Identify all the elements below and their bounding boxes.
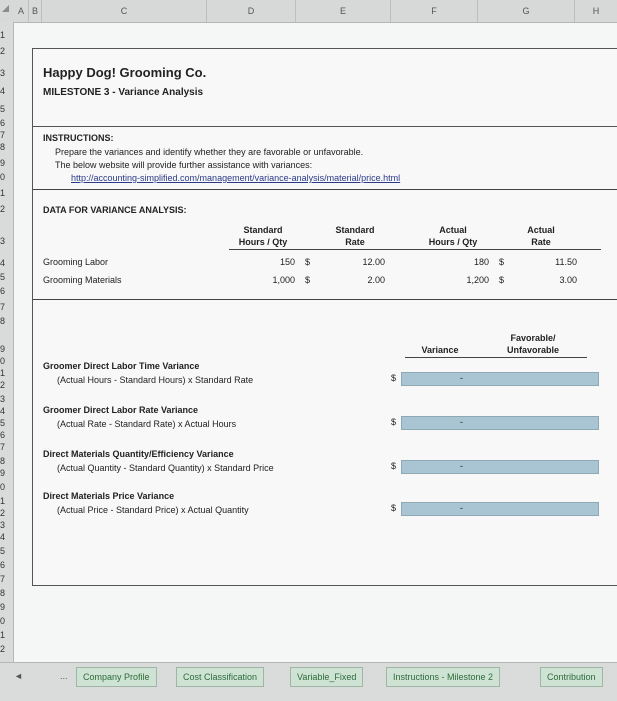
row-header[interactable]: 1: [0, 188, 6, 198]
company-title: Happy Dog! Grooming Co.: [43, 65, 207, 80]
tab-cost-classification[interactable]: Cost Classification: [176, 667, 264, 687]
analysis-box: [32, 126, 617, 586]
materials-act-rate[interactable]: 3.00: [559, 275, 577, 285]
labor-act-rate[interactable]: 11.50: [555, 257, 577, 267]
worksheet[interactable]: [14, 23, 617, 663]
row-header[interactable]: 7: [0, 130, 6, 140]
row-header[interactable]: 2: [0, 508, 6, 518]
row-header[interactable]: 7: [0, 302, 6, 312]
materials-price-variance-field[interactable]: [401, 502, 599, 516]
labor-time-variance-title: Groomer Direct Labor Time Variance: [43, 361, 200, 371]
std-rate-header-line1: Standard: [335, 225, 375, 235]
row-header[interactable]: 4: [0, 406, 6, 416]
column-header-g[interactable]: G: [478, 0, 575, 22]
std-qty-header-line2: Hours / Qty: [238, 237, 288, 247]
divider: [33, 299, 617, 300]
row-header[interactable]: 3: [0, 68, 6, 78]
labor-time-variance-formula: (Actual Hours - Standard Hours) x Standard Rate: [57, 375, 254, 385]
row-header[interactable]: 5: [0, 418, 6, 428]
act-qty-header-line2: Hours / Qty: [428, 237, 478, 247]
materials-quantity-variance-currency: $: [391, 461, 397, 471]
row-header[interactable]: 1: [0, 368, 6, 378]
row-header[interactable]: 6: [0, 430, 6, 440]
column-header-c[interactable]: C: [42, 0, 207, 22]
variance-header-underline: [405, 357, 587, 358]
row-header[interactable]: 8: [0, 142, 6, 152]
row-header[interactable]: 2: [0, 644, 6, 654]
materials-price-variance-currency: $: [391, 503, 397, 513]
row-header[interactable]: 7: [0, 442, 6, 452]
labor-rate-variance-title: Groomer Direct Labor Rate Variance: [43, 405, 199, 415]
variance-help-link[interactable]: http://accounting-simplified.com/management/variance-analysis/material/price.html: [71, 173, 401, 183]
variance-header: Variance: [421, 345, 459, 355]
data-heading: DATA FOR VARIANCE ANALYSIS:: [43, 205, 187, 215]
tab-company-profile[interactable]: Company Profile: [76, 667, 157, 687]
row-header[interactable]: 0: [0, 172, 6, 182]
column-header-a[interactable]: A: [14, 0, 29, 22]
row-header[interactable]: 4: [0, 258, 6, 268]
favorable-header-line2: Unfavorable: [506, 345, 559, 355]
labor-rate-variance-field[interactable]: [401, 416, 599, 430]
labor-time-variance-currency: $: [391, 373, 397, 383]
row-header-bar: [0, 22, 14, 662]
row-header[interactable]: 9: [0, 602, 6, 612]
favorable-header-line1: Favorable/: [510, 333, 556, 343]
more-tabs-button[interactable]: ...: [60, 671, 68, 681]
column-header-f[interactable]: F: [391, 0, 478, 22]
materials-act-qty[interactable]: 1,200: [466, 275, 489, 285]
row-header[interactable]: 9: [0, 158, 6, 168]
divider: [33, 189, 617, 190]
column-header-e[interactable]: E: [296, 0, 391, 22]
tab-variable-fixed[interactable]: Variable_Fixed: [290, 667, 363, 687]
labor-time-variance-field[interactable]: [401, 372, 599, 386]
tab-contribution[interactable]: Contribution: [540, 667, 603, 687]
title-box: [32, 48, 617, 128]
labor-time-variance-value: -: [460, 373, 463, 383]
row-header[interactable]: 1: [0, 496, 6, 506]
materials-std-qty-currency: $: [305, 275, 311, 285]
row-header[interactable]: 5: [0, 104, 6, 114]
std-rate-header-line2: Rate: [345, 237, 365, 247]
instructions-heading: INSTRUCTIONS:: [43, 133, 114, 143]
instructions-line-1: Prepare the variances and identify whether they are favorable or unfavorable.: [55, 147, 364, 157]
row-header[interactable]: 2: [0, 46, 6, 56]
materials-std-rate[interactable]: 2.00: [367, 275, 385, 285]
row-header[interactable]: 5: [0, 272, 6, 282]
row-header[interactable]: 1: [0, 30, 6, 40]
labor-rate-variance-value: -: [460, 417, 463, 427]
table-header-underline: [229, 249, 601, 250]
sheet-tab-bar: [0, 662, 617, 701]
row-header[interactable]: 5: [0, 546, 6, 556]
row-header[interactable]: 8: [0, 588, 6, 598]
materials-std-qty[interactable]: 1,000: [272, 275, 295, 285]
row-header[interactable]: 0: [0, 356, 6, 366]
row-header[interactable]: 7: [0, 574, 6, 584]
materials-price-variance-value: -: [460, 503, 463, 513]
materials-act-qty-currency: $: [499, 275, 505, 285]
row-header[interactable]: 3: [0, 394, 6, 404]
materials-quantity-variance-field[interactable]: [401, 460, 599, 474]
row-header[interactable]: 2: [0, 380, 6, 390]
materials-row-label: Grooming Materials: [43, 275, 122, 285]
scroll-tabs-left-icon[interactable]: ◄: [14, 671, 23, 681]
milestone-subtitle: MILESTONE 3 - Variance Analysis: [43, 87, 204, 98]
materials-quantity-variance-value: -: [460, 461, 463, 471]
row-header[interactable]: 9: [0, 344, 6, 354]
column-header-h[interactable]: H: [592, 6, 600, 16]
act-rate-header-line2: Rate: [531, 237, 551, 247]
tab-instructions-milestone-2[interactable]: Instructions - Milestone 2: [386, 667, 500, 687]
row-header[interactable]: 2: [0, 204, 6, 214]
row-header[interactable]: 6: [0, 286, 6, 296]
row-header[interactable]: 3: [0, 236, 6, 246]
select-all-corner[interactable]: [2, 5, 9, 12]
materials-quantity-variance-title: Direct Materials Quantity/Efficiency Variance: [43, 449, 234, 459]
labor-act-qty-currency: $: [499, 257, 505, 267]
row-header[interactable]: 8: [0, 456, 6, 466]
column-header-b[interactable]: B: [29, 0, 42, 22]
labor-rate-variance-currency: $: [391, 417, 397, 427]
row-header[interactable]: 9: [0, 468, 6, 478]
labor-std-qty-currency: $: [305, 257, 311, 267]
row-header[interactable]: 6: [0, 118, 6, 128]
materials-quantity-variance-formula: (Actual Quantity - Standard Quantity) x Standard Price: [57, 463, 274, 473]
row-header[interactable]: 1: [0, 630, 6, 640]
row-header[interactable]: 4: [0, 532, 6, 542]
column-header-d[interactable]: D: [207, 0, 296, 22]
labor-std-qty[interactable]: 150: [279, 257, 295, 267]
row-header[interactable]: 4: [0, 86, 6, 96]
act-rate-header-line1: Actual: [527, 225, 555, 235]
labor-act-qty[interactable]: 180: [473, 257, 489, 267]
labor-row-label: Grooming Labor: [43, 257, 109, 267]
row-header[interactable]: 6: [0, 560, 6, 570]
row-header[interactable]: 0: [0, 616, 6, 626]
row-header[interactable]: 0: [0, 482, 6, 492]
column-header-bar: [0, 0, 617, 23]
std-qty-header-line1: Standard: [243, 225, 283, 235]
materials-price-variance-formula: (Actual Price - Standard Price) x Actual Quantity: [57, 505, 249, 515]
materials-price-variance-title: Direct Materials Price Variance: [43, 491, 175, 501]
instructions-line-2: The below website will provide further assistance with variances:: [55, 160, 313, 170]
act-qty-header-line1: Actual: [439, 225, 467, 235]
row-header[interactable]: 8: [0, 316, 6, 326]
labor-std-rate[interactable]: 12.00: [362, 257, 385, 267]
labor-rate-variance-formula: (Actual Rate - Standard Rate) x Actual Hours: [57, 419, 237, 429]
row-header[interactable]: 3: [0, 520, 6, 530]
